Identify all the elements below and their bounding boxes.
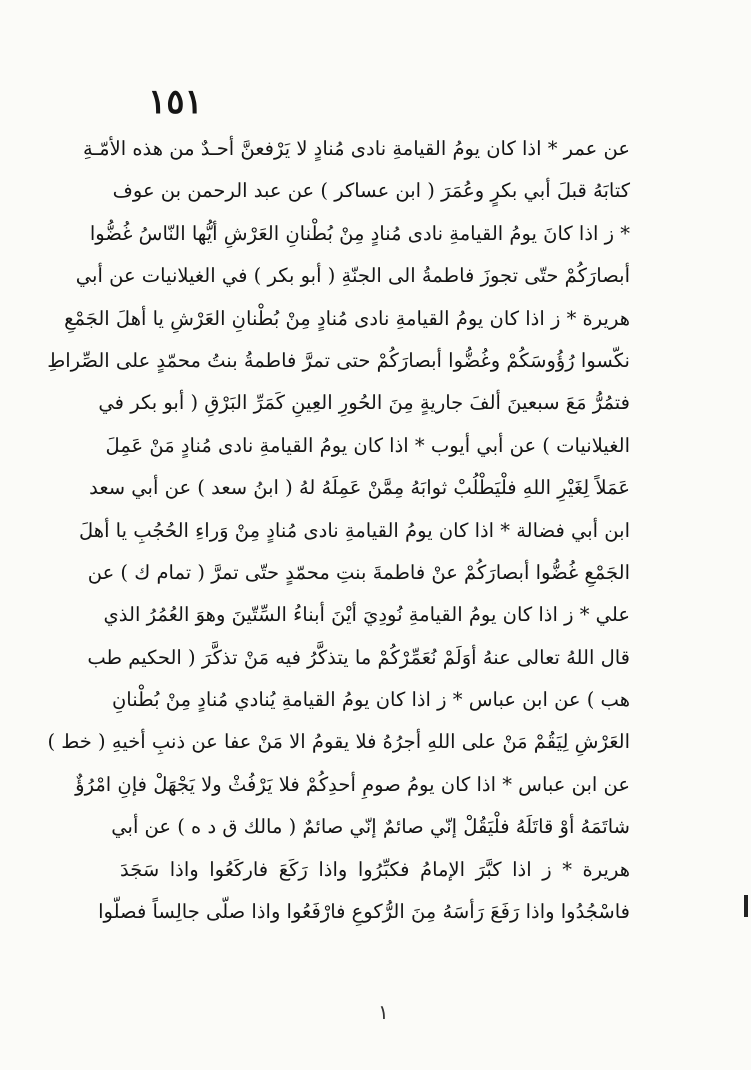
text-line: ابن أبي فضالة * اذا كان يومُ القيامةِ نادى مُنادٍ مِنْ وَراءِ الحُجُبِ يا أهلَ: [79, 518, 630, 542]
text-line: قال اللهُ تعالى عنهُ أوَلَمْ نُعَمِّرْكُمْ ما يتذكَّرُ فيه مَنْ تذكَّرَ ( الحكيم طب: [87, 645, 630, 669]
text-line: * ز اذا كانَ يومُ القيامةِ نادى مُنادٍ مِنْ بُطْنانِ العَرْشِ أيُّها النّاسُ غُضُّوا: [89, 221, 630, 245]
text-line: نكّسوا رُؤُوسَكُمْ وغُضُّوا أبصارَكُمْ حتى تمرَّ فاطمةُ بنتُ محمّدٍ على الصِّراطِ: [47, 348, 630, 372]
text-line: أبصارَكُمْ حتّى تجوزَ فاطمةُ الى الجنّةِ ( أبو بكر ) في الغيلانيات عن أبي: [75, 264, 630, 288]
text-line: شاتَمَهُ أوْ قاتَلَهُ فلْيَقُلْ إنّي صائمٌ إنّي صائمٌ ( مالك ق د ه ) عن أبي: [111, 815, 630, 839]
text-line: عن عمر * اذا كان يومُ القيامةِ نادى مُنادٍ لا يَرْفعنَّ أحـدٌ من هذه الأمّـةِ: [82, 137, 630, 160]
text-line: فاسْجُدُوا واذا رَفَعَ رَأسَهُ مِنَ الرُّكوعِ فارْفَعُوا واذا صلّى جالِساً فصلّوا: [98, 900, 630, 924]
page-edge-mark: [744, 895, 748, 917]
text-line: العَرْشِ لِيَقُمْ مَنْ على اللهِ أجرُهُ فلا يقومُ الا مَنْ عفا عن ذنبِ أخيهِ ( خط ): [47, 730, 630, 754]
page-number: ١٥١: [148, 82, 203, 122]
text-line: فتمُرُّ مَعَ سبعينَ ألفَ جاريةٍ مِنَ الحُورِ العِينِ كَمَرِّ البَرْقِ ( أبو بكر في: [98, 391, 630, 415]
text-line: علي * ز اذا كان يومُ القيامةِ نُودِيَ أيْنَ أبناءُ السِّتّينَ وهوَ العُمُرُ الذي: [103, 603, 630, 627]
text-line: الجَمْعِ غُضُّوا أبصارَكُمْ عنْ فاطمةَ بنتِ محمّدٍ حتّى تمرَّ ( تمام ك ) عن: [87, 560, 630, 584]
text-line: كتابَهُ قبلَ أبي بكرٍ وعُمَرَ ( ابن عساكر ) عن عبد الرحمن بن عوف: [112, 179, 630, 203]
text-line: الغيلانيات ) عن أبي أيوب * اذا كان يومُ القيامةِ نادى مُنادٍ مَنْ عَمِلَ: [105, 433, 630, 457]
footer-mark: ١: [378, 1000, 389, 1024]
text-line: عَمَلاً لِغَيْرِ اللهِ فلْيَطْلُبْ ثوابَهُ مِمَّنْ عَمِلَهُ لهُ ( ابنُ سعد ) عن أبي سعد: [89, 476, 630, 500]
text-line: هريرة * ز اذا كان يومُ القيامةِ نادى مُنادٍ مِنْ بُطْنانِ العَرْشِ يا أهلَ الجَمْعِ: [64, 306, 630, 330]
text-line: عن ابن عباس * اذا كان يومُ صومِ أحدِكُمْ فلا يَرْفُثْ ولا يَجْهَلْ فإنِ امْرُؤٌ: [75, 772, 630, 796]
text-line: هريرة * ز اذا كبَّرَ الإمامُ فكبِّرُوا واذا رَكَعَ فاركَعُوا واذا سَجَدَ: [120, 857, 630, 881]
text-block: [47, 128, 630, 933]
text-line: هب ) عن ابن عباس * ز اذا كان يومُ القيامةِ يُنادي مُنادٍ مِنْ بُطْنانِ: [111, 688, 630, 712]
